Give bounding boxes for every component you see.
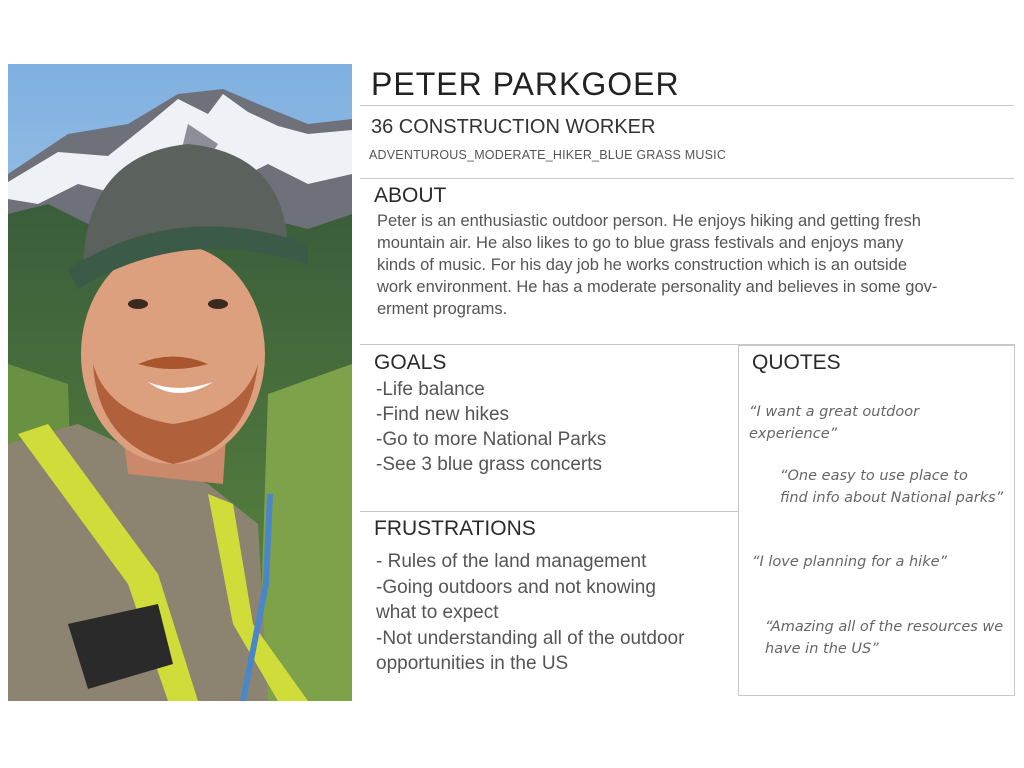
frustrations-heading: FRUSTRATIONS (374, 517, 536, 540)
persona-tags: ADVENTUROUS_MODERATE_HIKER_BLUE GRASS MUSIC (369, 148, 727, 162)
quote-line: “Amazing all of the resources we (765, 619, 1004, 635)
goal-item: -See 3 blue grass concerts (376, 454, 603, 475)
divider-goals (360, 511, 738, 512)
persona-subtitle: 36 CONSTRUCTION WORKER (371, 116, 656, 138)
goal-item: -Go to more National Parks (376, 429, 607, 450)
persona-photo (8, 64, 352, 701)
frustration-line: what to expect (376, 602, 499, 623)
about-text (377, 210, 1007, 320)
about-heading: ABOUT (374, 184, 447, 207)
quote-1 (749, 401, 919, 445)
frustrations-list (376, 549, 684, 677)
divider-tags (360, 178, 1014, 179)
quote-line: have in the US” (765, 641, 879, 657)
frustration-line: -Not understanding all of the outdoor (376, 627, 685, 649)
frustration-line: opportunities in the US (376, 653, 569, 674)
frustration-line: -Going outdoors and not knowing (376, 576, 656, 598)
goal-item: -Life balance (376, 379, 485, 400)
quote-4 (765, 616, 1003, 660)
about-line: Peter is an enthusiastic outdoor person. He enjoys hiking and getting fresh (377, 212, 921, 230)
divider-name (360, 105, 1014, 106)
about-line: work environment. He has a moderate personality and believes in some gov- (377, 278, 938, 296)
about-line: mountain air. He also likes to go to blue grass festivals and enjoys many (377, 234, 904, 252)
quote-line: experience” (749, 426, 838, 442)
quote-line: find info about National parks” (780, 490, 1004, 506)
frustration-line: - Rules of the land management (376, 551, 647, 572)
quote-line: “I love planning for a hike” (752, 554, 948, 570)
goals-list (376, 377, 606, 477)
about-line: erment programs. (377, 300, 508, 318)
quote-2 (780, 465, 1003, 509)
goal-item: -Find new hikes (376, 404, 510, 425)
persona-name: PETER PARKGOER (371, 66, 680, 102)
goals-heading: GOALS (374, 351, 447, 374)
quote-line: “One easy to use place to (780, 468, 968, 484)
about-line: kinds of music. For his day job he works construction which is an outside (377, 256, 908, 274)
hiker-selfie-image (8, 64, 352, 701)
quote-line: “I want a great outdoor (749, 404, 920, 420)
quotes-heading: QUOTES (752, 351, 841, 374)
quote-3 (752, 551, 947, 573)
